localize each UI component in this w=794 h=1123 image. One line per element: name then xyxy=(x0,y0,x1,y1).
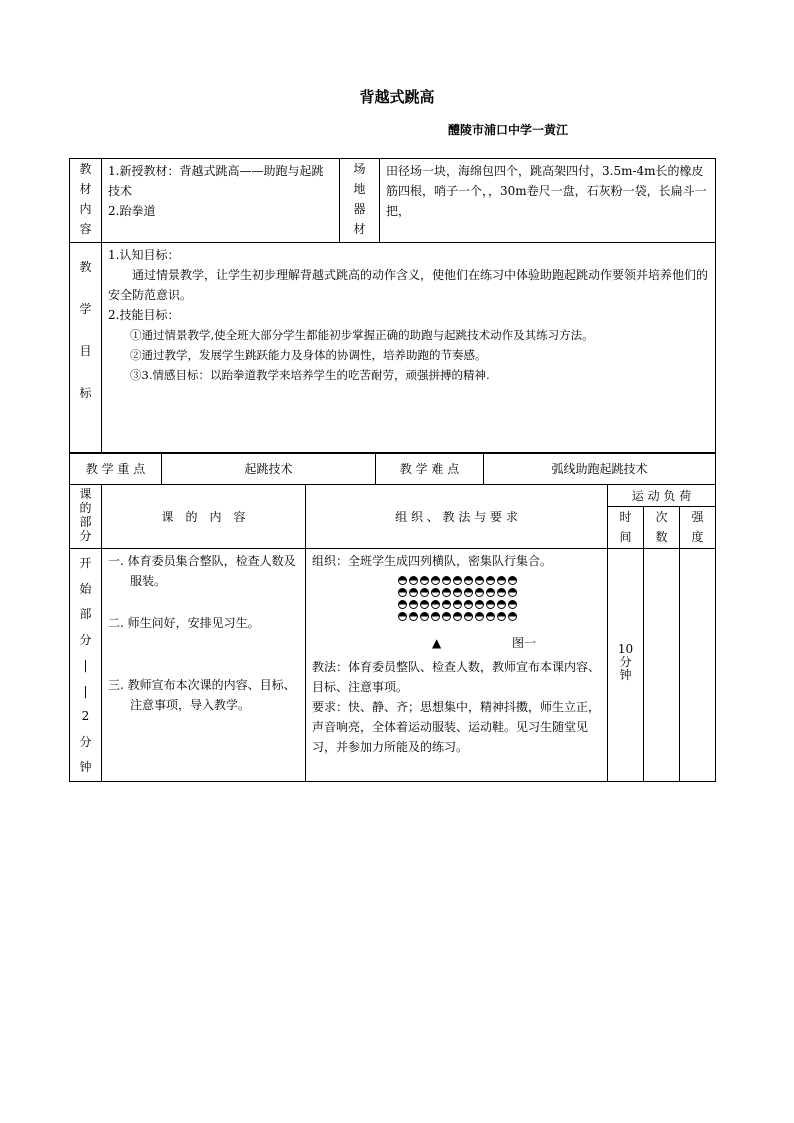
student-dot-icon xyxy=(508,588,517,597)
keypoints-table xyxy=(69,453,716,485)
skill-title: 2.技能目标： xyxy=(108,308,180,322)
student-dot-icon xyxy=(497,612,506,621)
student-dot-icon xyxy=(475,588,484,597)
student-dot-icon xyxy=(453,600,462,609)
student-dot-icon xyxy=(398,600,407,609)
student-dot-icon xyxy=(486,588,495,597)
student-dot-icon xyxy=(442,588,451,597)
info-table xyxy=(69,158,716,453)
student-dot-icon xyxy=(442,576,451,585)
student-dot-icon xyxy=(464,576,473,585)
student-dot-icon xyxy=(442,612,451,621)
formation-diagram xyxy=(312,575,603,657)
student-dot-icon xyxy=(508,612,517,621)
student-dot-icon xyxy=(431,600,440,609)
student-dot-icon xyxy=(497,600,506,609)
difficulty-value: 弧线助跑起跳技术 xyxy=(484,454,716,485)
student-dot-icon xyxy=(486,612,495,621)
student-dot-icon xyxy=(497,576,506,585)
student-dot-icon xyxy=(398,576,407,585)
student-dot-icon xyxy=(453,612,462,621)
page-title: 背越式跳高 xyxy=(359,88,435,106)
method-header: 组 织 、 教 法 与 要 求 xyxy=(306,485,608,549)
method-text: 教法：体育委员整队、检查人数，教师宣布本课内容、目标、注意事项。 xyxy=(312,660,601,694)
student-dot-icon xyxy=(409,588,418,597)
material-content: 1.新授教材：背越式跳高——助跑与起跳技术 2.跆拳道 xyxy=(102,159,340,243)
student-dot-icon xyxy=(409,612,418,621)
cognitive-title: 1.认知目标： xyxy=(108,248,180,262)
student-dot-icon xyxy=(464,600,473,609)
figure-label: 图一 xyxy=(512,636,537,650)
start-time: 10 分 钟 xyxy=(608,549,644,782)
teacher-marker-icon: ▲ xyxy=(432,636,442,650)
time-header: 时 间 xyxy=(608,507,644,549)
count-header: 次 数 xyxy=(644,507,680,549)
student-dot-icon xyxy=(464,588,473,597)
author-line: 醴陵市浦口中学一黄江 xyxy=(448,123,569,137)
intensity-header: 强 度 xyxy=(680,507,716,549)
student-dot-icon xyxy=(486,576,495,585)
focus-label: 教 学 重 点 xyxy=(70,454,162,485)
organization-text: 组织：全班学生成四列横队，密集队行集合。 xyxy=(312,554,553,568)
student-dot-icon xyxy=(453,576,462,585)
skill-item: ②通过教学，发展学生跳跃能力及身体的协调性，培养助跑的节奏感。 xyxy=(130,348,487,362)
emotion-item: ③3.情感目标：以跆拳道教学来培养学生的吃苦耐劳，顽强拼搏的精神. xyxy=(130,368,490,382)
skill-item: ①通过情景教学,使全班大部分学生都能初步掌握正确的助跑与起跳技术动作及其练习方法。 xyxy=(130,328,594,342)
lesson-plan-table xyxy=(69,484,716,782)
section-header: 课 的 部 分 xyxy=(70,485,102,549)
goals-label: 教 学 目 标 xyxy=(70,243,102,453)
requirement-text: 要求：快、静、齐；思想集中，精神抖擞，师生立正，声音响亮，全体着运动服装、运动鞋。见习生随堂见习，并参加力所能及的练习。 xyxy=(312,700,601,754)
student-dot-icon xyxy=(475,600,484,609)
difficulty-label: 教 学 难 点 xyxy=(376,454,484,485)
student-dot-icon xyxy=(464,612,473,621)
student-dot-icon xyxy=(442,600,451,609)
student-dot-icon xyxy=(475,576,484,585)
material-label: 教 材 内 容 xyxy=(70,159,102,243)
student-dot-icon xyxy=(409,600,418,609)
content-item: 二. 师生问好，安排见习生。 xyxy=(108,616,260,630)
student-dot-icon xyxy=(420,588,429,597)
content-item: 一. 体育委员集合整队，检查人数及服装。 xyxy=(108,554,296,588)
start-section-label: 开 始 部 分 | | 2 分 钟 xyxy=(70,549,102,782)
goals-content xyxy=(102,243,716,453)
student-dot-icon xyxy=(398,612,407,621)
formation-row xyxy=(312,587,603,599)
start-content xyxy=(102,549,306,782)
content-header: 课 的 内 容 xyxy=(102,485,306,549)
load-header: 运 动 负 荷 xyxy=(608,485,716,507)
start-count xyxy=(644,549,680,782)
content-item: 三. 教师宣布本次课的内容、目标、注意事项，导入教学。 xyxy=(108,678,296,712)
student-dot-icon xyxy=(453,588,462,597)
student-dot-icon xyxy=(420,612,429,621)
student-dot-icon xyxy=(431,576,440,585)
student-dot-icon xyxy=(420,600,429,609)
student-dot-icon xyxy=(497,588,506,597)
focus-value: 起跳技术 xyxy=(162,454,376,485)
student-dot-icon xyxy=(431,588,440,597)
start-intensity xyxy=(680,549,716,782)
student-dot-icon xyxy=(431,612,440,621)
student-dot-icon xyxy=(508,600,517,609)
student-dot-icon xyxy=(420,576,429,585)
student-dot-icon xyxy=(486,600,495,609)
venue-label: 场 地 器 材 xyxy=(340,159,380,243)
cognitive-text: 通过情景教学，让学生初步理解背越式跳高的动作含义，使他们在练习中体验助跑起跳动作要领并培养他们的安全防范意识。 xyxy=(108,268,709,302)
formation-row xyxy=(312,611,603,623)
formation-row xyxy=(312,599,603,611)
student-dot-icon xyxy=(409,576,418,585)
start-method xyxy=(306,549,608,782)
venue-content: 田径场一块，海绵包四个，跳高架四付，3.5m-4m长的橡皮筋四根，哨子一个，，30m卷尺一盘，石灰粉一袋，长扁斗一把， xyxy=(380,159,716,243)
student-dot-icon xyxy=(508,576,517,585)
formation-row xyxy=(312,575,603,587)
student-dot-icon xyxy=(398,588,407,597)
student-dot-icon xyxy=(475,612,484,621)
